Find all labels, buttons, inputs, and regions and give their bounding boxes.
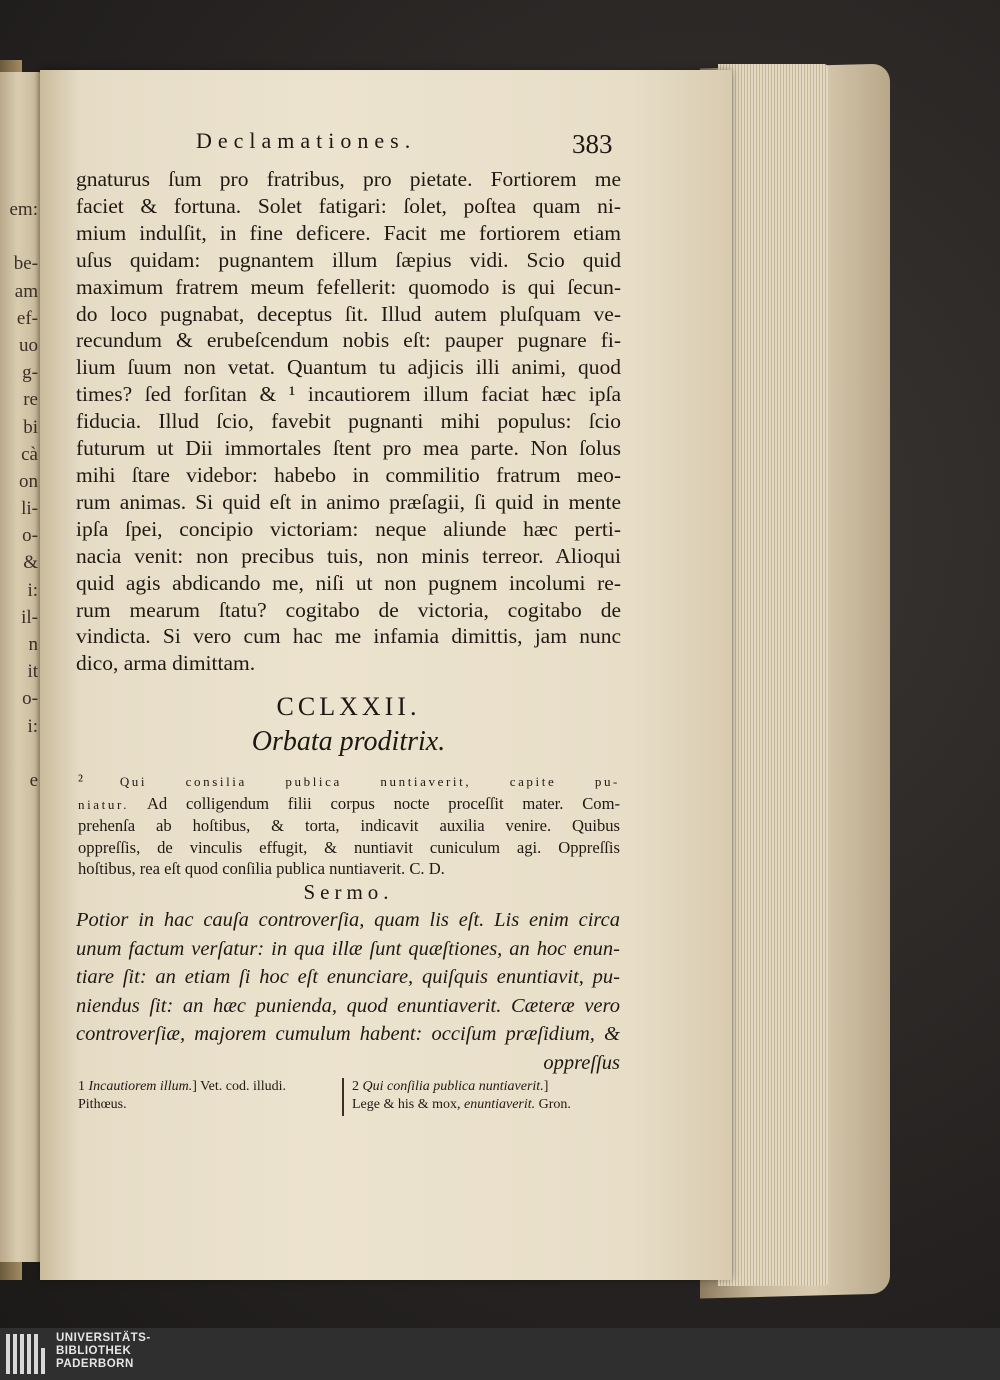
left-stub-line: & bbox=[23, 552, 38, 574]
body-line: mihi ſtare videbor: habebo in commilitio fratrum meo- bbox=[76, 462, 621, 487]
page-number: 383 bbox=[572, 129, 613, 159]
sermo-line: tiare ſit: an etiam ſi hoc eſt enunciare, quiſquis enuntiavit, pu- bbox=[76, 966, 620, 988]
footnote-number: 2 bbox=[352, 1079, 359, 1094]
body-line: gnaturus ſum pro fratribus, pro pietate. Fortiorem me bbox=[76, 167, 621, 191]
body-line: recundum & erubeſcendum nobis eſt: pauper pugnare fi- bbox=[76, 328, 621, 353]
body-line: nacia venit: non precibus tuis, non minis terreor. Alioqui bbox=[76, 543, 621, 568]
sermo-text bbox=[76, 906, 620, 1077]
section-numeral: CCLXXII. bbox=[276, 692, 421, 721]
left-stub-line: on bbox=[19, 470, 38, 492]
argument-line: prehenſa ab hoſtibus, & torta, indicavit auxilia venire. Quibus bbox=[78, 816, 620, 835]
left-stub-line: be- bbox=[13, 253, 38, 275]
left-stub-line: i: bbox=[27, 715, 38, 737]
left-stub-line: g- bbox=[22, 362, 38, 384]
body-line: rum animas. Si quid eſt in animo præſagii, ſi quid in mente bbox=[76, 489, 621, 514]
footnote-number: 1 bbox=[78, 1079, 85, 1094]
footnote-divider bbox=[342, 1078, 344, 1116]
left-stub-line: am bbox=[14, 280, 38, 302]
left-stub-line: e bbox=[29, 769, 38, 791]
left-page-stub-text bbox=[4, 196, 38, 794]
footnote-lemma: Qui conſilia publica nuntiaverit. bbox=[362, 1079, 544, 1094]
sermo-line: niendus ſit: an hæc punienda, quod enuntiaverit. Cæteræ vero bbox=[76, 994, 620, 1017]
sermo-line: unum factum verſatur: in qua illæ ſunt quæſtiones, an hoc enun- bbox=[76, 937, 620, 960]
footnote-text: Lege & his & mox, bbox=[352, 1097, 461, 1112]
left-stub-line bbox=[4, 740, 38, 767]
law-text-smallcaps-end: niatur. bbox=[78, 796, 130, 812]
body-line: ipſa ſpei, concipio victoriam: neque aliunde hæc perti- bbox=[76, 516, 621, 541]
left-stub-line: o- bbox=[22, 688, 38, 710]
footnote-emphasis: enuntiaverit. bbox=[464, 1097, 536, 1112]
page-edges bbox=[718, 64, 828, 1286]
body-line: maximum fratrem meum fefellerit: quomodo is qui ſecun- bbox=[76, 274, 621, 299]
left-stub-line: il- bbox=[21, 606, 38, 628]
left-stub-line: em: bbox=[9, 199, 38, 220]
argument-paragraph bbox=[78, 770, 620, 880]
left-stub-line: li- bbox=[21, 498, 38, 520]
body-line: uſus quidam: pugnantem illum ſæpius vidi. Scio quid bbox=[76, 247, 621, 272]
sermo-heading: Sermo. bbox=[303, 880, 394, 904]
body-line: fiducia. Illud ſcio, favebit pugnanti mihi populus: ſcio bbox=[76, 409, 621, 434]
body-line: rum mearum ſtatu? cogitabo de victoria, cogitabo de bbox=[76, 597, 621, 622]
left-stub-line: re bbox=[23, 389, 38, 411]
body-line: faciet & fortuna. Solet fatigari: ſolet, poſtea quam ni- bbox=[76, 193, 621, 218]
law-text-smallcaps: Qui consilia publica nuntiaverit, capite pu- bbox=[119, 774, 620, 789]
footnote-text: Gron. bbox=[538, 1097, 571, 1112]
argument-line: oppreſſis, de vinculis effugit, & nuntiavit cuniculum agi. Oppreſſis bbox=[78, 837, 620, 857]
left-stub-line: cà bbox=[21, 443, 38, 465]
library-logo-icon bbox=[6, 1334, 50, 1374]
left-stub-line: o- bbox=[22, 525, 38, 547]
footnote-marker: ² bbox=[78, 771, 83, 790]
left-stub-line: bi bbox=[23, 416, 38, 438]
body-text bbox=[76, 166, 621, 677]
library-logo-text: UNIVERSITÄTS- BIBLIOTHEK PADERBORN bbox=[56, 1332, 151, 1370]
argument-line: hoſtibus, rea eſt quod conſilia publica nuntiaverit. C. D. bbox=[78, 859, 445, 878]
footnote-text: ] Vet. cod. illudi. bbox=[192, 1079, 287, 1094]
footnote-lemma: Incautiorem illum. bbox=[88, 1079, 193, 1094]
footnote-text: ] bbox=[543, 1079, 549, 1094]
left-stub-line: ef- bbox=[16, 307, 38, 329]
body-line: futurum ut Dii immortales ſtent pro mea parte. Non ſolus bbox=[76, 436, 621, 461]
body-line: lium ſuum non vetat. Quantum tu adjicis illi animi, quod bbox=[76, 355, 621, 380]
body-line: dico, arma dimittam. bbox=[76, 651, 256, 676]
body-line: do loco pugnabat, deceptus ſit. Illud autem pluſquam ve- bbox=[76, 301, 621, 326]
footnote-2 bbox=[352, 1078, 622, 1114]
left-stub-line: i: bbox=[27, 579, 38, 601]
left-stub-line bbox=[4, 223, 38, 250]
left-stub-line: n bbox=[28, 634, 38, 655]
footnote-1 bbox=[78, 1078, 340, 1114]
body-line: quid agis abdicando me, niſi ut non pugnem incolumi re- bbox=[76, 570, 621, 595]
running-header: Declamationes. bbox=[196, 128, 417, 153]
sermo-line: controverſiæ, majorem cumulum habent: occiſum præſidium, & bbox=[76, 1023, 620, 1045]
section-title: Orbata proditrix. bbox=[251, 726, 446, 757]
body-line: mium indulſit, in fine deficere. Facit me fortiorem etiam bbox=[76, 220, 621, 245]
catchword: oppreſſus bbox=[543, 1051, 620, 1074]
left-stub-line: uo bbox=[19, 334, 38, 356]
body-line: vindicta. Si vero cum hac me infamia dimittis, jam nunc bbox=[76, 624, 621, 649]
left-stub-line: it bbox=[27, 661, 38, 683]
body-line: times? ſed forſitan & ¹ incautiorem illum faciat hæc ipſa bbox=[76, 382, 621, 407]
argument-line: Ad colligendum filii corpus nocte proceſſit mater. Com- bbox=[146, 793, 620, 813]
footnote-text: Pithœus. bbox=[78, 1097, 127, 1112]
sermo-line: Potior in hac cauſa controverſia, quam lis eſt. Lis enim circa bbox=[76, 909, 620, 931]
